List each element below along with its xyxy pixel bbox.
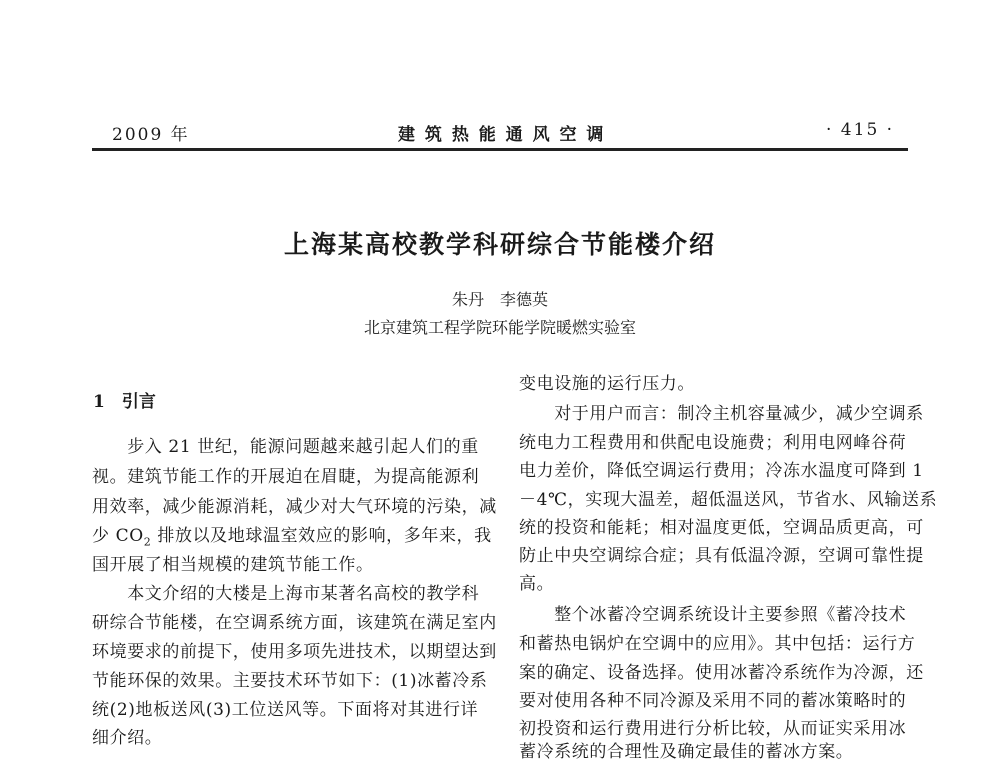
left-line-9: 节能环保的效果。主要技术环节如下：(1)冰蓄冷系	[92, 671, 488, 691]
left-line-4	[92, 521, 492, 548]
right-line-1: 变电设施的运行压力。	[519, 374, 695, 394]
right-line-7: 防止中央空调综合症；具有低温冷源，空调可靠性提	[519, 546, 924, 566]
right-line-12: 要对使用各种不同冷源及采用不同的蓄冰策略时的	[519, 691, 907, 711]
right-line-4: 电力差价，降低空调运行费用；冷冻水温度可降到 1	[519, 461, 924, 481]
right-line-3: 统电力工程费用和供配电设施费；利用电网峰谷荷	[519, 433, 907, 453]
right-line-10: 和蓄热电锅炉在空调中的应用》。其中包括：运行方	[519, 634, 916, 654]
left-line-8: 环境要求的前提下，使用多项先进技术，以期望达到	[92, 642, 497, 662]
left-line-7: 研综合节能楼，在空调系统方面，该建筑在满足室内	[92, 613, 497, 633]
left-line-11: 细介绍。	[92, 728, 163, 748]
header-page-number: · 415 ·	[826, 120, 895, 140]
header-rule	[92, 148, 908, 151]
co2-subscript: 2	[143, 535, 152, 549]
right-line-5: －4℃，实现大温差，超低温送风，节省水、风输送系	[519, 490, 938, 510]
right-line-6: 统的投资和能耗；相对温度更低，空调品质更高，可	[519, 518, 924, 538]
section-heading: 1 引言	[93, 392, 156, 412]
article-title: 上海某高校教学科研综合节能楼介绍	[283, 230, 716, 259]
article-affiliation: 北京建筑工程学院环能学院暖燃实验室	[363, 318, 636, 337]
left-line-4-start: 少 CO	[92, 526, 144, 546]
left-line-2: 视。建筑节能工作的开展迫在眉睫，为提高能源利	[92, 467, 480, 487]
left-line-4-rest: 排放以及地球温室效应的影响，多年来，我	[151, 526, 492, 546]
header-year: 2009 年	[112, 125, 190, 145]
left-line-10: 统(2)地板送风(3)工位送风等。下面将对其进行详	[92, 700, 479, 720]
left-line-6: 本文介绍的大楼是上海市某著名高校的教学科	[92, 584, 480, 604]
left-line-3: 用效率，减少能源消耗，减少对大气环境的污染，减	[92, 497, 497, 517]
right-line-9: 整个冰蓄冷空调系统设计主要参照《蓄冷技术	[519, 605, 907, 625]
right-line-2: 对于用户而言：制冷主机容量减少，减少空调系	[519, 404, 924, 424]
left-line-1: 步入 21 世纪，能源问题越来越引起人们的重	[92, 437, 479, 457]
article-authors: 朱丹 李德英	[451, 290, 548, 309]
left-line-5: 国开展了相当规模的建筑节能工作。	[92, 555, 374, 575]
right-line-13: 初投资和运行费用进行分析比较，从而证实采用冰	[519, 719, 907, 739]
right-line-8: 高。	[519, 574, 555, 594]
right-line-14: 蓄冷系统的合理性及确定最佳的蓄冰方案。	[519, 742, 854, 762]
right-line-11: 案的确定、设备选择。使用冰蓄冷系统作为冷源，还	[519, 663, 924, 683]
header-journal: 建 筑 热 能 通 风 空 调	[398, 125, 606, 145]
